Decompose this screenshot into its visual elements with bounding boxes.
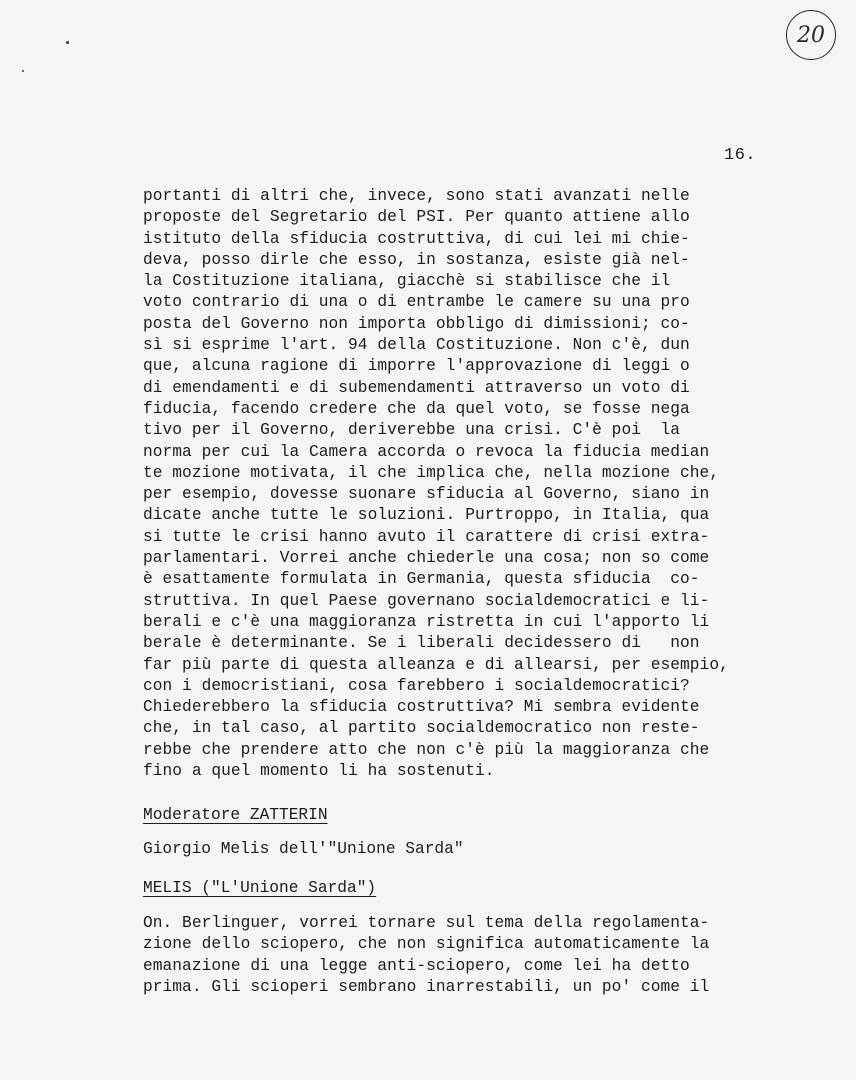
text-line: parlamentari. Vorrei anche chiederle una cosa; non so come [143, 549, 710, 568]
text-line: berale è determinante. Se i liberali decidessero di non [143, 634, 700, 653]
text-line: berali e c'è una maggioranza ristretta in cui l'apporto li [143, 612, 710, 631]
questioner-heading: MELIS ("L'Unione Sarda") [143, 879, 377, 897]
text-line: dicate anche tutte le soluzioni. Purtroppo, in Italia, qua [143, 506, 710, 525]
text-line: rebbe che prendere atto che non c'è più la maggioranza che [143, 740, 710, 759]
text-line: portanti di altri che, invece, sono stati avanzati nelle [143, 187, 690, 205]
text-line: norma per cui la Camera accorda o revoca la fiducia median [143, 442, 710, 461]
text-line: posta del Governo non importa obbligo di dimissioni; co- [143, 314, 690, 333]
paper-speck [66, 41, 69, 44]
text-line: zione dello sciopero, che non significa automaticamente la [143, 935, 710, 954]
text-line: far più parte di questa alleanza e di allearsi, per esempio, [143, 655, 729, 674]
text-line: di emendamenti e di subemendamenti attraverso un voto di [143, 378, 690, 397]
page-number: 16. [724, 146, 757, 165]
text-line: prima. Gli scioperi sembrano inarrestabili, un po' come il [143, 977, 710, 996]
text-line: fiducia, facendo credere che da quel voto, se fosse nega [143, 399, 690, 418]
text-line: si tutte le crisi hanno avuto il carattere di crisi extra- [143, 527, 710, 546]
text-line: proposte del Segretario del PSI. Per quanto attiene allo [143, 208, 690, 227]
text-line: que, alcuna ragione di imporre l'approvazione di leggi o [143, 357, 690, 376]
text-line: sì si esprime l'art. 94 della Costituzione. Non c'è, dun [143, 336, 690, 355]
paper-speck [22, 70, 24, 72]
folio-circle-mark [786, 10, 836, 60]
text-line: è esattamente formulata in Germania, questa sfiducia co- [143, 570, 700, 589]
folio-mark-number: 20 [797, 22, 825, 48]
text-line: per esempio, dovesse suonare sfiducia al Governo, siano in [143, 485, 710, 504]
text-line: Chiederebbero la sfiducia costruttiva? Mi sembra evidente [143, 698, 700, 717]
text-line: la Costituzione italiana, giacchè si stabilisce che il [143, 272, 671, 291]
moderator-heading: Moderatore ZATTERIN [143, 806, 328, 824]
text-line: deva, posso dirle che esso, in sostanza, esiste già nel- [143, 250, 690, 269]
text-line: voto contrario di una o di entrambe le camere su una pro [143, 293, 690, 312]
moderator-introduction: Giorgio Melis dell'"Unione Sarda" [143, 840, 464, 858]
answer-paragraph [143, 186, 843, 782]
text-line: te mozione motivata, il che implica che, nella mozione che, [143, 463, 720, 482]
text-line: con i democristiani, cosa farebbero i socialdemocratici? [143, 676, 690, 695]
text-line: tivo per il Governo, deriverebbe una crisi. C'è poi la [143, 421, 681, 440]
question-paragraph [143, 913, 843, 998]
text-line: fino a quel momento li ha sostenuti. [143, 762, 495, 781]
text-line: istituto della sfiducia costruttiva, di cui lei mi chie- [143, 229, 690, 248]
text-line: che, in tal caso, al partito socialdemocratico non reste- [143, 719, 700, 738]
text-line: struttiva. In quel Paese governano socialdemocratici e li- [143, 591, 710, 610]
text-line: On. Berlinguer, vorrei tornare sul tema della regolamenta- [143, 914, 710, 932]
text-line: emanazione di una legge anti-sciopero, come lei ha detto [143, 956, 690, 975]
